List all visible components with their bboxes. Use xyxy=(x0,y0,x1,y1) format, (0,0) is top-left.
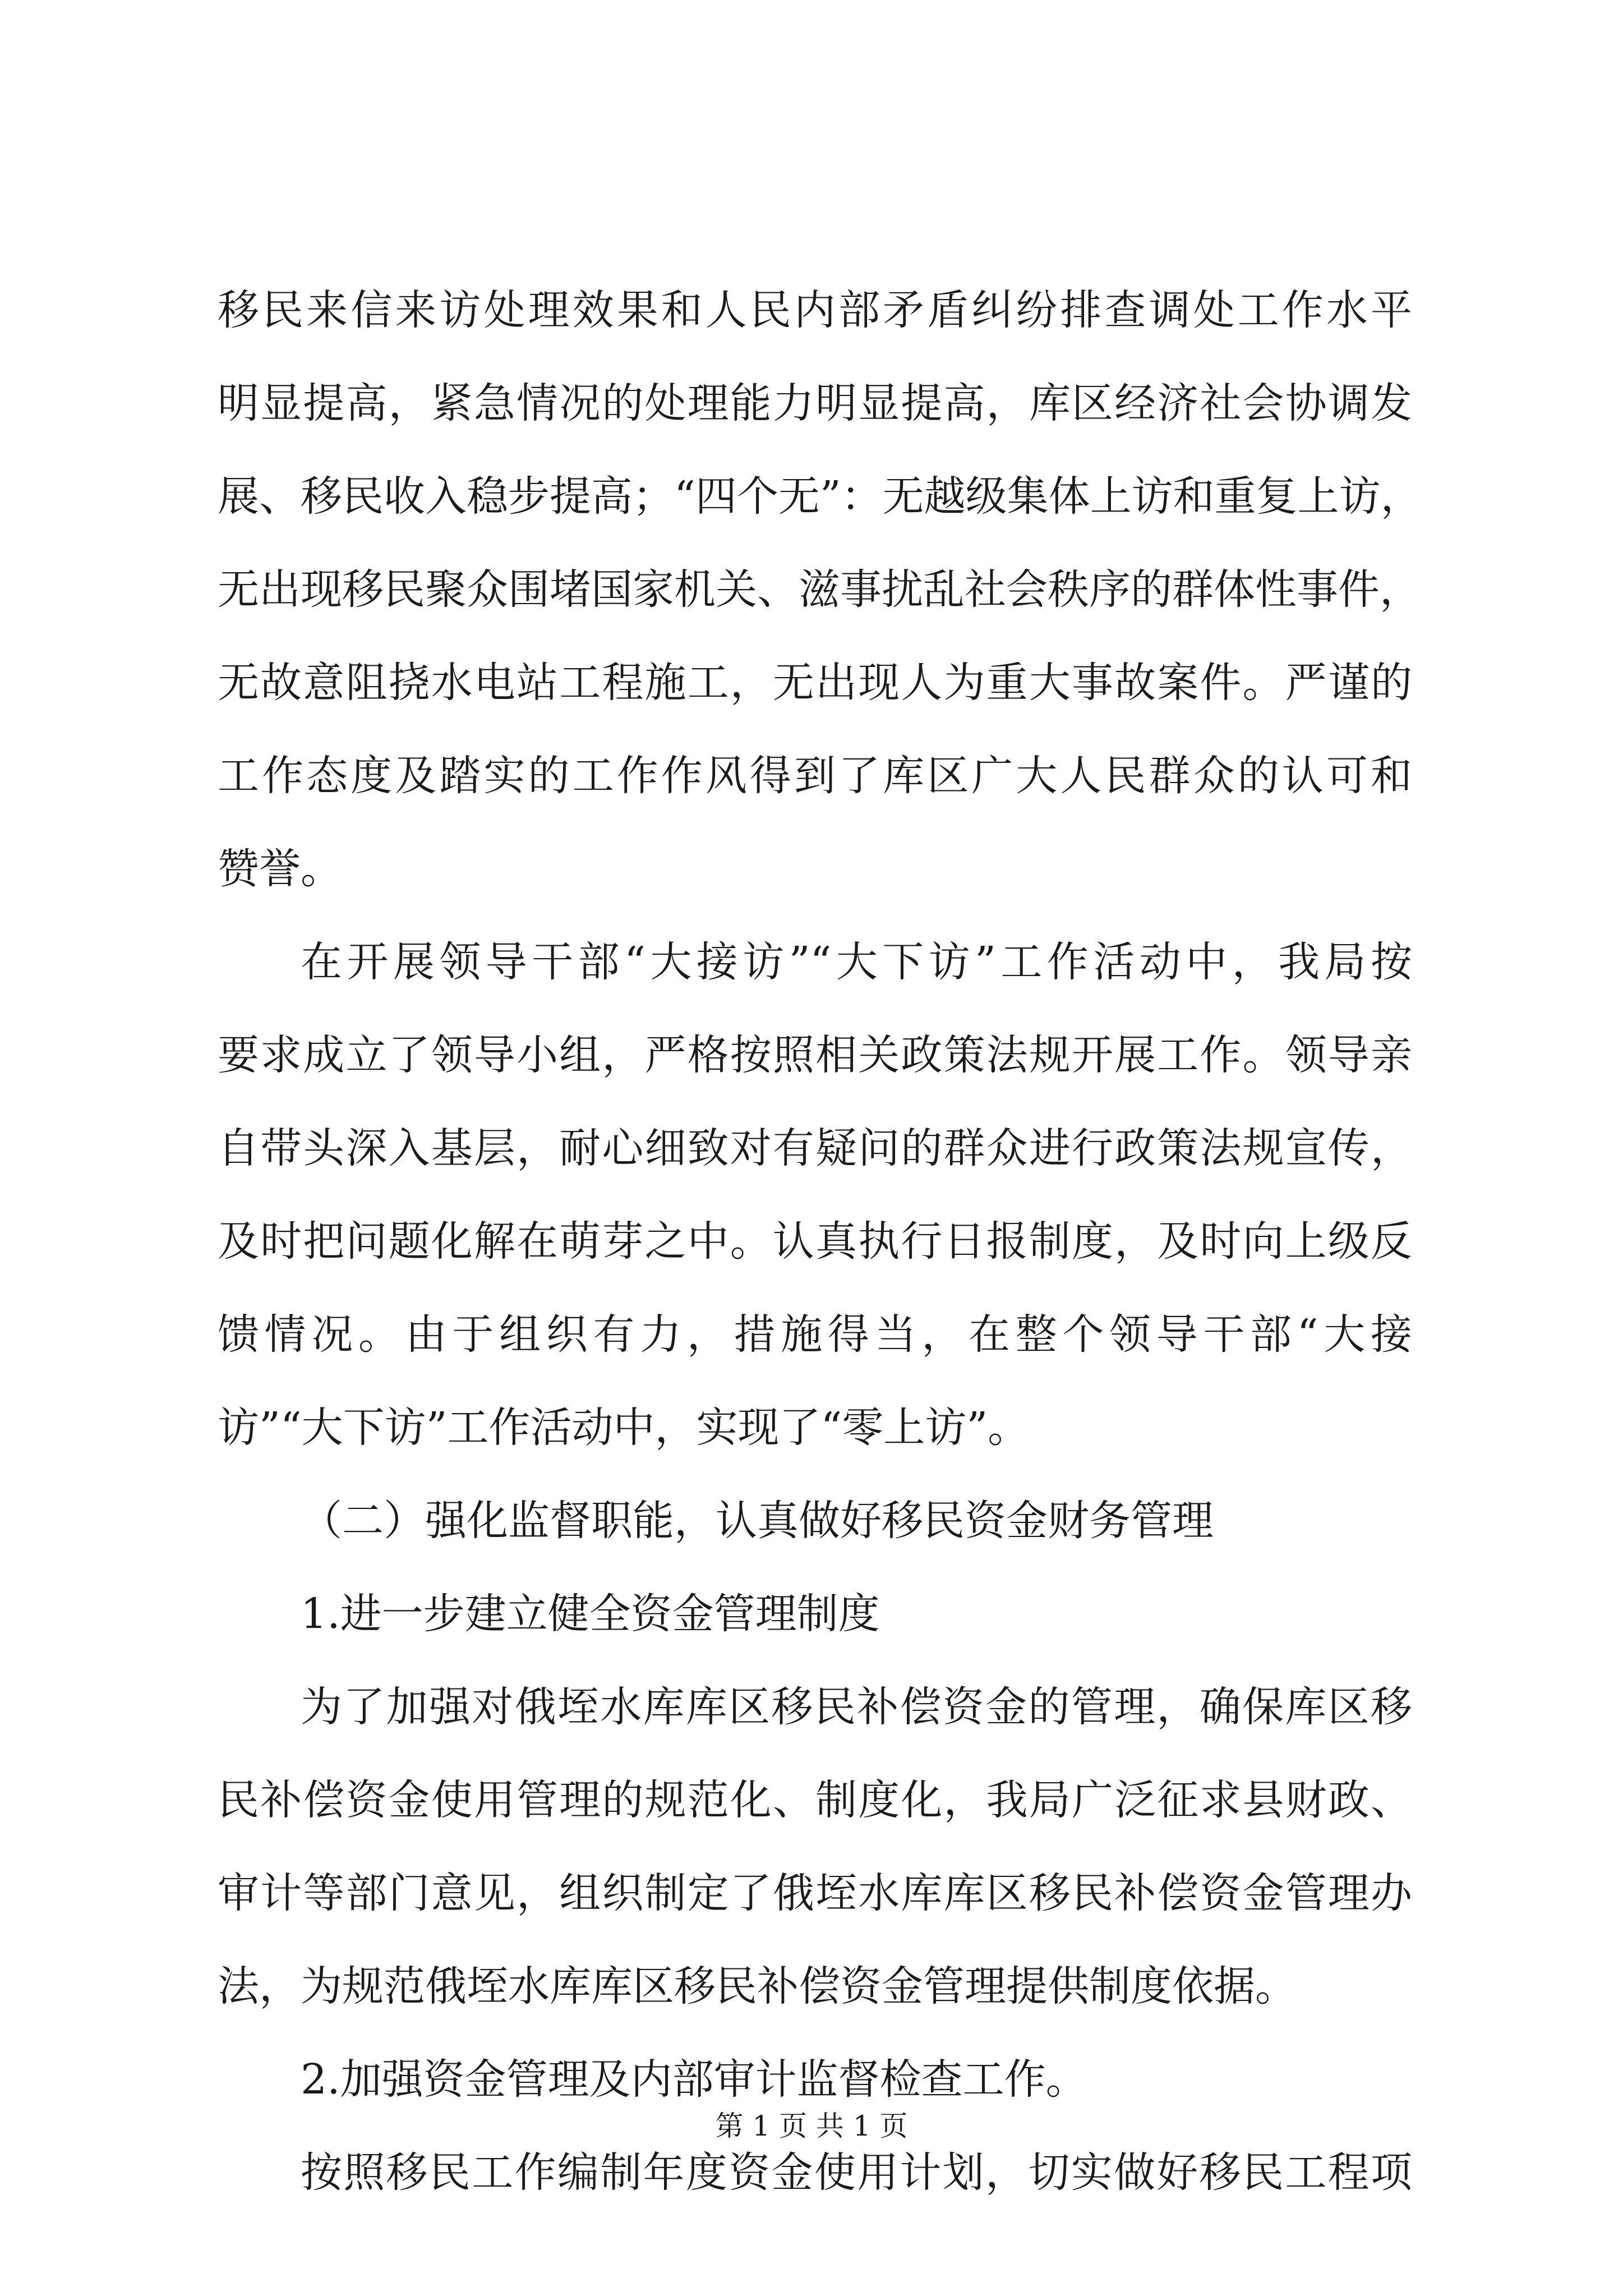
text-line: 移民来信来访处理效果和人民内部矛盾纠纷排查调处工作水平 xyxy=(218,286,1412,334)
text-line: 馈情况。由于组织有力，措施得当，在整个领导干部“大接 xyxy=(218,1310,1412,1359)
paragraph xyxy=(218,264,1422,915)
text-line: 访”“大下访”工作活动中，实现了“零上访”。 xyxy=(218,1404,1030,1452)
subsection-heading xyxy=(218,1567,1412,1660)
heading-text: （二）强化监督职能，认真做好移民资金财务管理 xyxy=(301,1497,1214,1545)
text-line: 自带头深入基层，耐心细致对有疑问的群众进行政策法规宣传， xyxy=(218,1124,1412,1172)
text-line: 民补偿资金使用管理的规范化、制度化，我局广泛征求县财政、 xyxy=(218,1776,1412,1824)
text-line: 按照移民工作编制年度资金使用计划，切实做好移民工程项 xyxy=(301,2148,1412,2197)
text-line: 在开展领导干部“大接访”“大下访”工作活动中，我局按 xyxy=(301,938,1412,986)
text-line: 无出现移民聚众围堵国家机关、滋事扰乱社会秩序的群体性事件， xyxy=(218,565,1421,614)
text-line: 赞誉。 xyxy=(218,845,342,893)
text-line: 明显提高，紧急情况的处理能力明显提高，库区经济社会协调发 xyxy=(218,379,1412,427)
document-body xyxy=(218,264,1422,2219)
paragraph xyxy=(218,915,1412,1474)
heading-text: 1.进一步建立健全资金管理制度 xyxy=(301,1590,880,1638)
text-line: 法，为规范俄垤水库库区移民补偿资金管理提供制度依据。 xyxy=(218,1962,1297,2010)
section-heading xyxy=(218,1474,1412,1567)
text-line: 审计等部门意见，组织制定了俄垤水库库区移民补偿资金管理办 xyxy=(218,1869,1412,1917)
text-line: 要求成立了领导小组，严格按照相关政策法规开展工作。领导亲 xyxy=(218,1031,1412,1079)
text-line: 为了加强对俄垤水库库区移民补偿资金的管理，确保库区移 xyxy=(301,1683,1412,1731)
text-line: 及时把问题化解在萌芽之中。认真执行日报制度，及时向上级反 xyxy=(218,1217,1412,1266)
text-line: 无故意阻挠水电站工程施工，无出现人为重大事故案件。严谨的 xyxy=(218,659,1412,707)
page-number-footer: 第 1 页 共 1 页 xyxy=(715,2110,908,2142)
text-line: 展、移民收入稳步提高；“四个无”：无越级集体上访和重复上访， xyxy=(218,472,1422,521)
text-line: 工作态度及踏实的工作作风得到了库区广大人民群众的认可和 xyxy=(218,752,1412,800)
heading-text: 2.加强资金管理及内部审计监督检查工作。 xyxy=(301,2055,1087,2104)
paragraph xyxy=(218,1660,1412,2033)
